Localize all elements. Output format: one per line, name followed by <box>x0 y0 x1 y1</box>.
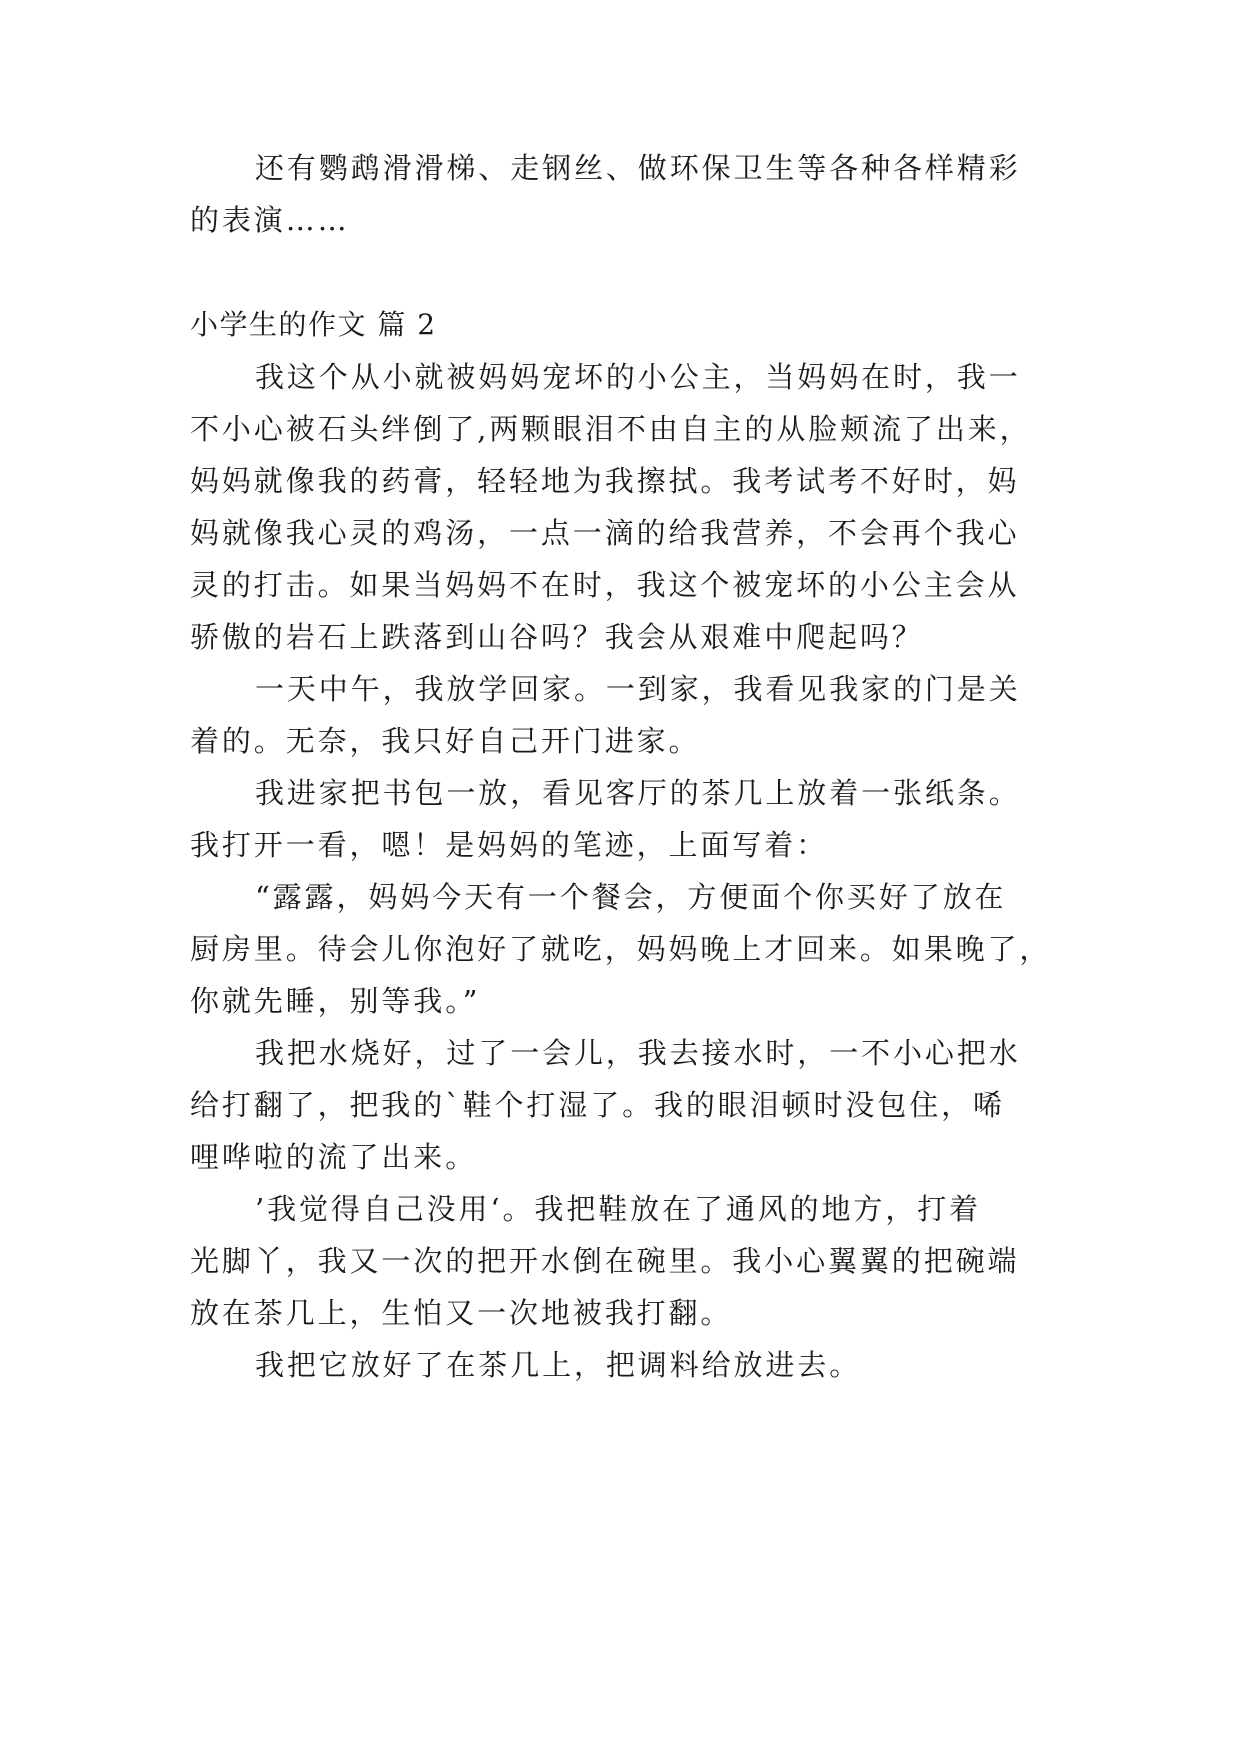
paragraph-line: 我打开一看，嗯！是妈妈的笔迹，上面写着： <box>190 828 829 862</box>
paragraph-line: 妈妈就像我的药膏，轻轻地为我擦拭。我考试考不好时，妈 <box>190 464 1020 498</box>
paragraph-line: 的表演…… <box>190 203 350 237</box>
paragraph-line: 我把水烧好，过了一会儿，我去接水时，一不小心把水 <box>255 1036 1021 1070</box>
paragraph-line: 还有鹦鹉滑滑梯、走钢丝、做环保卫生等各种各样精彩 <box>255 151 1021 185</box>
paragraph-line: 厨房里。待会儿你泡好了就吃，妈妈晚上才回来。如果晚了， <box>190 932 1052 966</box>
paragraph-line: “露露，妈妈今天有一个餐会，方便面个你买好了放在 <box>255 880 1007 914</box>
paragraph-line: 哩哗啦的流了出来。 <box>190 1140 478 1174</box>
paragraph-line: 着的。无奈，我只好自己开门进家。 <box>190 724 701 758</box>
section-heading: 小学生的作文 篇 2 <box>190 308 437 341</box>
paragraph-line: 光脚丫，我又一次的把开水倒在碗里。我小心翼翼的把碗端 <box>190 1244 1020 1278</box>
paragraph-line: ’我觉得自己没用‘。我把鞋放在了通风的地方，打着 <box>255 1192 982 1226</box>
paragraph-line: 一天中午，我放学回家。一到家，我看见我家的门是关 <box>255 672 1021 706</box>
paragraph-line: 灵的打击。如果当妈妈不在时，我这个被宠坏的小公主会从 <box>190 568 1020 602</box>
paragraph-line: 妈就像我心灵的鸡汤，一点一滴的给我营养，不会再个我心 <box>190 516 1020 550</box>
paragraph-line: 我把它放好了在茶几上，把调料给放进去。 <box>255 1348 862 1382</box>
paragraph-line: 不小心被石头绊倒了,两颗眼泪不由自主的从脸颊流了出来， <box>190 412 1032 446</box>
paragraph-line: 放在茶几上，生怕又一次地被我打翻。 <box>190 1296 733 1330</box>
paragraph-line: 给打翻了，把我的`鞋个打湿了。我的眼泪顿时没包住，唏 <box>190 1088 1005 1122</box>
paragraph-line: 我进家把书包一放，看见客厅的茶几上放着一张纸条。 <box>255 776 1021 810</box>
paragraph-line: 你就先睡，别等我。” <box>190 984 481 1018</box>
paragraph-line: 我这个从小就被妈妈宠坏的小公主，当妈妈在时，我一 <box>255 360 1021 394</box>
paragraph-line: 骄傲的岩石上跌落到山谷吗？我会从艰难中爬起吗？ <box>190 620 924 654</box>
